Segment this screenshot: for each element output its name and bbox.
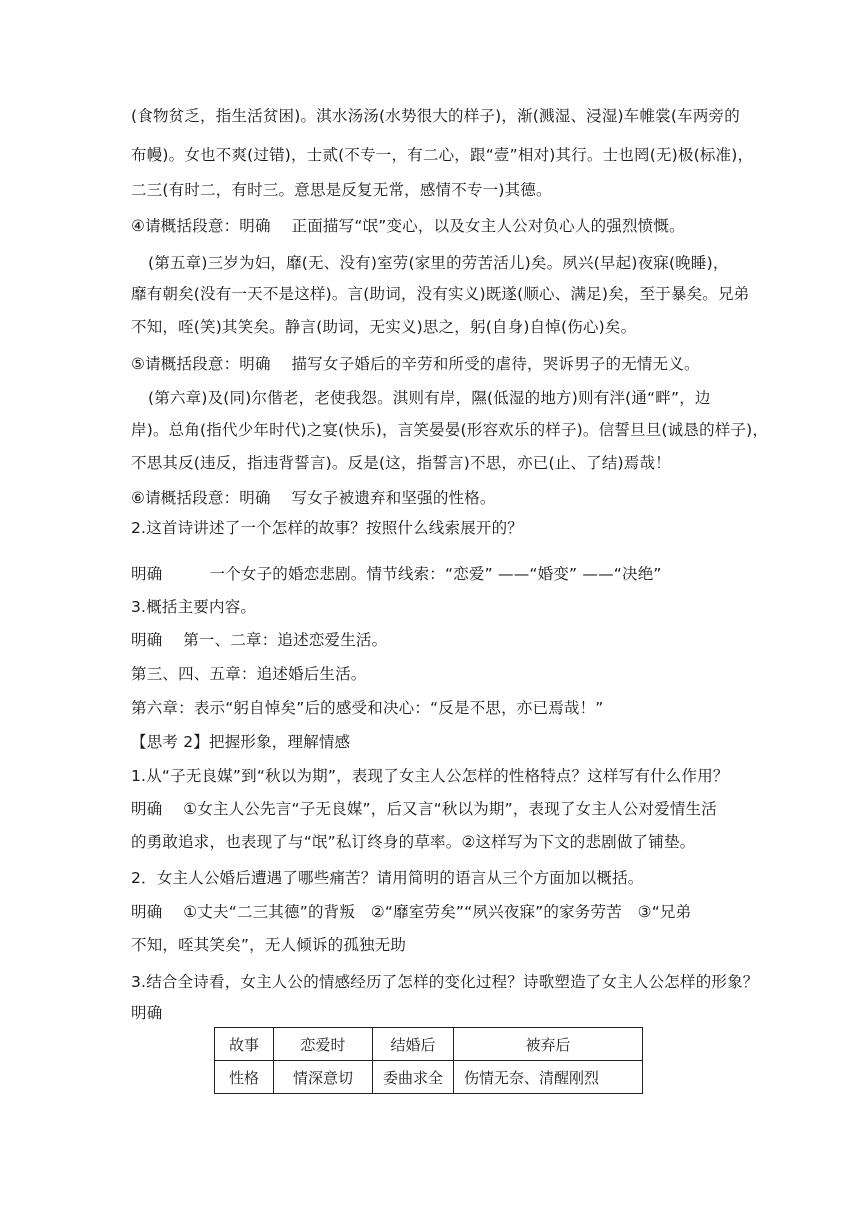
paragraph-summary-4: ④请概括段意：明确 正面描写“氓”变心，以及女主人公对负心人的强烈愤慨。: [131, 217, 685, 235]
answer-2: 明确 一个女子的婚恋悲剧。情节线索：“恋爱” ——“婚变” ——“决绝”: [131, 565, 662, 583]
answer-label: 明确: [131, 1004, 163, 1022]
table-row: [215, 1061, 643, 1094]
table-cell: 伤情无奈、清醒刚烈: [454, 1061, 643, 1094]
text-line: 靡有朝矣(没有一天不是这样)。言(助词，没有实义)既遂(顺心、满足)矣，至于暴矣。兄弟: [131, 285, 750, 303]
text-line: 布幔)。女也不爽(过错)，士贰(不专一，有二心，跟“壹”相对)其行。士也罔(无)极(标准)，: [131, 146, 754, 164]
text-line: 二三(有时二，有时三。意思是反复无常，感情不专一)其德。: [131, 181, 552, 199]
question-2: 2.这首诗讲述了一个怎样的故事？按照什么线索展开的？: [131, 519, 523, 537]
question-3b: 3.结合全诗看，女主人公的情感经历了怎样的变化过程？诗歌塑造了女主人公怎样的形象？: [131, 973, 759, 991]
table-cell: 恋爱时: [274, 1028, 373, 1061]
question-2b: 2．女主人公婚后遭遇了哪些痛苦？请用简明的语言从三个方面加以概括。: [131, 869, 644, 887]
table-cell: 被弃后: [454, 1028, 643, 1061]
section-heading: 【思考 2】把握形象，理解情感: [131, 733, 351, 751]
answer-1-line: 明确 ①女主人公先言“子无良媒”，后又言“秋以为期”，表现了女主人公对爱情生活: [131, 800, 717, 818]
question-3: 3.概括主要内容。: [131, 598, 257, 616]
text-line: (食物贫乏，指生活贫困)。淇水汤汤(水势很大的样子)，渐(溅湿、浸湿)车帷裳(车两旁的: [131, 107, 740, 125]
answer-3-line: 第三、四、五章：追述婚后生活。: [131, 665, 367, 683]
answer-2b-line: 不知，咥其笑矣”，无人倾诉的孤独无助: [131, 936, 407, 954]
table-row: [215, 1028, 643, 1061]
table-cell: 结婚后: [373, 1028, 454, 1061]
text-line: 岸)。总角(指代少年时代)之宴(快乐)，言笑晏晏(形容欢乐的样子)。信誓旦旦(诚恳的样子)，: [131, 421, 769, 439]
text-line: (第五章)三岁为妇，靡(无、没有)室劳(家里的劳苦活儿)矣。夙兴(早起)夜寐(晚睡)，: [148, 254, 729, 272]
table-cell: 故事: [215, 1028, 274, 1061]
table-cell: 情深意切: [274, 1061, 373, 1094]
table-cell: 性格: [215, 1061, 274, 1094]
text-line: (第六章)及(同)尔偕老，老使我怨。淇则有岸，隰(低湿的地方)则有泮(通“畔”，边: [148, 389, 711, 407]
answer-3-line: 第六章：表示“躬自悼矣”后的感受和决心：“反是不思，亦已焉哉！”: [131, 699, 604, 717]
question-1: 1.从“子无良媒”到“秋以为期”，表现了女主人公怎样的性格特点？这样写有什么作用？: [131, 767, 729, 785]
answer-2b-line: 明确 ①丈夫“二三其德”的背叛 ②“靡室劳矣”“夙兴夜寐”的家务劳苦 ③“兄弟: [131, 903, 692, 921]
answer-3-line: 明确 第一、二章：追述恋爱生活。: [131, 631, 388, 649]
table-cell: 委曲求全: [373, 1061, 454, 1094]
character-table: [214, 1027, 643, 1094]
text-line: 不知，咥(笑)其笑矣。静言(助词，无实义)思之，躬(自身)自悼(伤心)矣。: [131, 318, 637, 336]
paragraph-summary-5: ⑤请概括段意：明确 描写女子婚后的辛劳和所受的虐待，哭诉男子的无情无义。: [131, 355, 700, 373]
answer-1-line: 的勇敢追求，也表现了与“氓”私订终身的草率。②这样写为下文的悲剧做了铺垫。: [131, 833, 696, 851]
text-line: 不思其反(违反，指违背誓言)。反是(这，指誓言)不思，亦已(止、了结)焉哉！: [131, 454, 671, 472]
paragraph-summary-6: ⑥请概括段意：明确 写女子被遗弃和坚强的性格。: [131, 489, 496, 507]
